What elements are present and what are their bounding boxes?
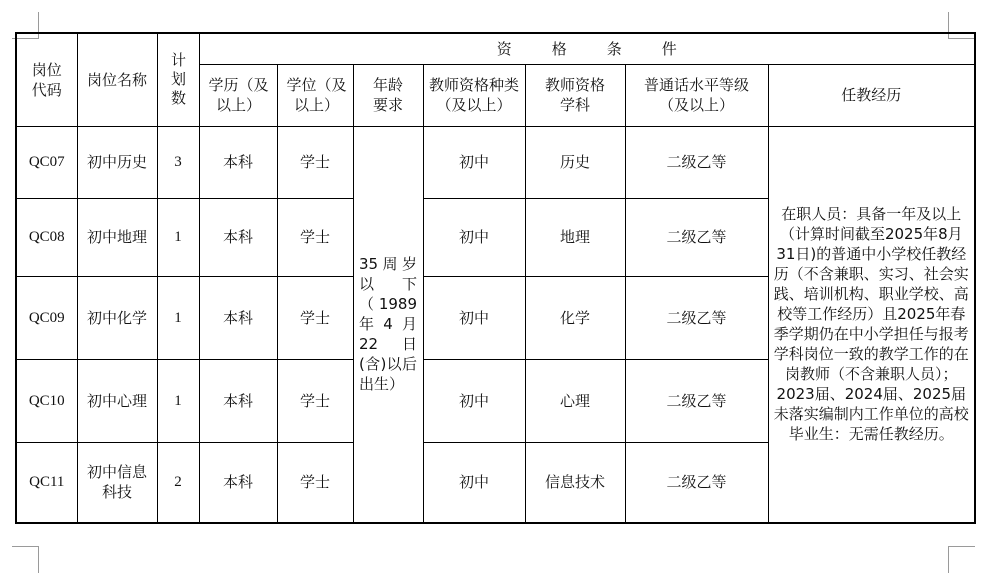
cell-cert-subject: 心理 <box>525 359 625 442</box>
cell-name: 初中心理 <box>77 359 157 442</box>
cell-code: QC10 <box>16 359 77 442</box>
cell-name: 初中信息科技 <box>77 442 157 523</box>
cell-plan: 1 <box>157 359 199 442</box>
cell-mandarin: 二级乙等 <box>625 442 768 523</box>
recruitment-table <box>15 32 976 524</box>
cell-cert-type: 初中 <box>423 442 525 523</box>
conditions-group-header: 资格条件 <box>199 33 975 64</box>
cell-experience <box>768 126 975 523</box>
cell-plan: 1 <box>157 276 199 359</box>
col-header-cert-subject: 教师资格学科 <box>525 64 625 126</box>
cell-degree: 学士 <box>277 126 353 198</box>
col-header-name: 岗位名称 <box>77 33 157 126</box>
col-header-education: 学历（及以上） <box>199 64 277 126</box>
cell-cert-subject: 历史 <box>525 126 625 198</box>
cell-mandarin: 二级乙等 <box>625 198 768 276</box>
cell-plan: 1 <box>157 198 199 276</box>
cell-name: 初中历史 <box>77 126 157 198</box>
experience-para-graduates: 2023届、2024届、2025届未落实编制内工作单位的高校毕业生：无需任教经历。 <box>773 385 969 444</box>
cell-mandarin: 二级乙等 <box>625 276 768 359</box>
cell-cert-subject: 信息技术 <box>525 442 625 523</box>
cell-cert-type: 初中 <box>423 198 525 276</box>
cell-degree: 学士 <box>277 442 353 523</box>
cell-name: 初中化学 <box>77 276 157 359</box>
col-header-degree: 学位（及以上） <box>277 64 353 126</box>
cell-plan: 3 <box>157 126 199 198</box>
cell-code: QC07 <box>16 126 77 198</box>
col-header-plan: 计划数 <box>157 33 199 126</box>
cell-code: QC11 <box>16 442 77 523</box>
cell-cert-type: 初中 <box>423 276 525 359</box>
cell-mandarin: 二级乙等 <box>625 126 768 198</box>
cell-name: 初中地理 <box>77 198 157 276</box>
cell-age-requirement: 35周岁以下（1989年4月22日(含)以后出生） <box>353 126 423 523</box>
cell-code: QC09 <box>16 276 77 359</box>
cell-cert-subject: 化学 <box>525 276 625 359</box>
col-header-cert-type: 教师资格种类（及以上） <box>423 64 525 126</box>
cell-cert-type: 初中 <box>423 126 525 198</box>
header-row-1 <box>16 33 975 64</box>
cell-degree: 学士 <box>277 359 353 442</box>
cell-degree: 学士 <box>277 198 353 276</box>
experience-para-in-service: 在职人员：具备一年及以上（计算时间截至2025年8月31日)的普通中小学校任教经历（不含兼职、实习、社会实践、培训机构、职业学校、高校等工作经历）且2025年春季学期仍在中小学担任与报考学科岗位一致的教学工作的在岗教师（不含兼职人员）； <box>773 205 969 384</box>
cell-education: 本科 <box>199 359 277 442</box>
cell-education: 本科 <box>199 442 277 523</box>
cell-cert-subject: 地理 <box>525 198 625 276</box>
crop-mark-bottom-left <box>12 546 39 573</box>
cell-education: 本科 <box>199 198 277 276</box>
col-header-experience: 任教经历 <box>768 64 975 126</box>
col-header-mandarin: 普通话水平等级（及以上） <box>625 64 768 126</box>
cell-cert-type: 初中 <box>423 359 525 442</box>
crop-mark-bottom-right <box>948 546 975 573</box>
col-header-code: 岗位代码 <box>16 33 77 126</box>
col-header-age: 年龄要求 <box>353 64 423 126</box>
cell-mandarin: 二级乙等 <box>625 359 768 442</box>
cell-education: 本科 <box>199 126 277 198</box>
cell-degree: 学士 <box>277 276 353 359</box>
table-row <box>16 126 975 198</box>
cell-plan: 2 <box>157 442 199 523</box>
cell-code: QC08 <box>16 198 77 276</box>
cell-education: 本科 <box>199 276 277 359</box>
